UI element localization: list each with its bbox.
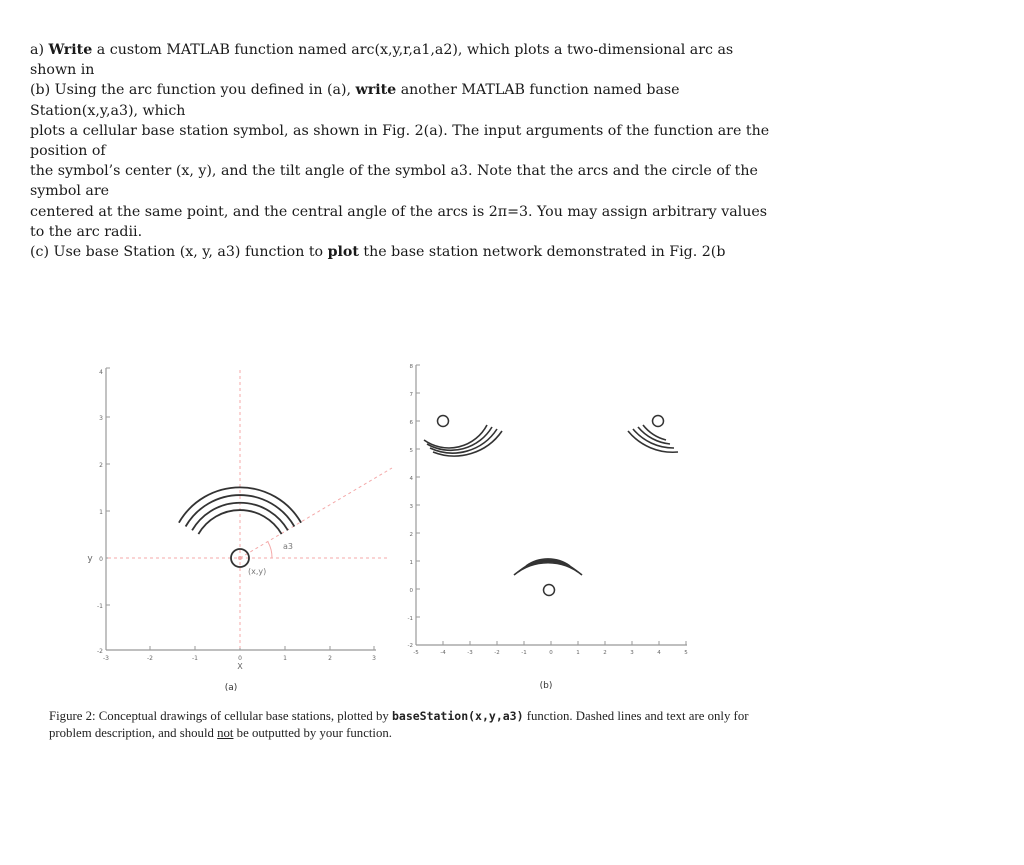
fig-b-xtick-1: 1 <box>576 650 580 656</box>
fig-b-station-2-circle <box>653 416 664 427</box>
fig-b-ytick-7: 7 <box>409 392 413 398</box>
fig-a-label: (a) <box>224 683 238 693</box>
fig-b-ytick-1: 1 <box>409 560 413 566</box>
fig-b-xtick-2: 2 <box>603 650 607 656</box>
fig-b-xtick-m1: -1 <box>521 650 527 656</box>
fig-b-ytick-m1: -1 <box>407 616 413 622</box>
figure-b-axes <box>416 365 687 645</box>
part-b-line-3: centered at the same point, and the central angle of the arcs is 2π=3. You may assign arbitrary values to the arc radii. <box>30 203 768 240</box>
fig-a-ytick-3: 3 <box>99 415 103 422</box>
part-a: a) Write a custom MATLAB function named arc(x,y,r,a1,a2), which plots a two-dimensional arc as shown in <box>30 42 734 79</box>
fig-b-xtick-m4: -4 <box>440 650 446 656</box>
fig-b-ytick-3: 3 <box>409 504 413 510</box>
fig-a-ytick-2: 2 <box>99 462 103 469</box>
fig-b-ytick-6: 6 <box>409 420 413 426</box>
fig-b-xtick-m3: -3 <box>467 650 473 656</box>
fig-b-ytick-2: 2 <box>409 532 413 538</box>
fig-b-ytick-m2: -2 <box>407 643 413 649</box>
fig-a-ytick-1: 1 <box>99 509 103 516</box>
fig-a-y-label: y <box>87 554 93 564</box>
fig-b-xtick-0: 0 <box>549 650 553 656</box>
fig-a-xtick-0: 0 <box>238 655 242 662</box>
fig-b-xtick-5: 5 <box>684 650 688 656</box>
figure-a-axes <box>106 368 376 650</box>
fig-b-station-2-arcs <box>628 425 678 452</box>
part-b-line-2: the symbol’s center (x, y), and the tilt angle of the symbol a3. Note that the arcs and the circle of the symbol are <box>30 163 758 200</box>
fig-b-ytick-8: 8 <box>409 364 413 370</box>
fig-a-angle-label: a3 <box>283 542 293 551</box>
fig-b-xtick-3: 3 <box>630 650 634 656</box>
figure-caption: Figure 2: Conceptual drawings of cellular base stations, plotted by baseStation(x,y,a3) function. Dashed lines and text are only for problem description, and should not be outputted by your function. <box>49 709 749 740</box>
fig-a-ytick-m2: -2 <box>97 648 103 655</box>
fig-a-dashed-guides <box>108 370 392 648</box>
fig-a-point-label: (x,y) <box>248 567 267 576</box>
fig-a-xtick-2: 2 <box>328 655 332 662</box>
part-b-line-1: plots a cellular base station symbol, as shown in Fig. 2(a). The input arguments of the function are the position of <box>30 122 770 160</box>
fig-a-xtick-m2: -2 <box>147 655 153 662</box>
fig-b-ytick-5: 5 <box>409 448 413 454</box>
figure-b-ticks <box>416 365 686 645</box>
fig-b-xtick-m2: -2 <box>494 650 500 656</box>
part-b: (b) Using the arc function you defined in (a), write another MATLAB function named base Station(x,y,a3), which <box>30 82 680 119</box>
fig-b-xtick-m5: -5 <box>413 650 419 656</box>
part-c: (c) Use base Station (x, y, a3) function to plot the base station network demonstrated in Fig. 2(b <box>30 244 726 261</box>
fig-a-xtick-m1: -1 <box>192 655 198 662</box>
caption-code: baseStation(x,y,a3) <box>391 709 524 723</box>
fig-a-xtick-m3: -3 <box>103 655 109 662</box>
fig-b-ytick-4: 4 <box>409 476 413 482</box>
fig-b-station-1-arcs <box>424 425 502 456</box>
fig-b-ytick-0: 0 <box>409 588 413 594</box>
fig-b-station-1-circle <box>438 416 449 427</box>
fig-a-ytick-0: 0 <box>99 556 103 563</box>
fig-b-station-3-arcs <box>514 559 582 575</box>
fig-a-ytick-m1: -1 <box>97 603 103 610</box>
fig-a-angle-arc <box>268 542 272 558</box>
fig-b-station-3-circle <box>544 585 555 596</box>
fig-a-x-label: X <box>237 662 243 671</box>
fig-a-ytick-4: 4 <box>99 369 103 376</box>
fig-b-xtick-4: 4 <box>657 650 661 656</box>
fig-a-xtick-1: 1 <box>283 655 287 662</box>
fig-a-xtick-3: 3 <box>372 655 376 662</box>
fig-a-center-dot <box>238 556 242 560</box>
caption-not: not <box>217 725 234 740</box>
fig-b-label: (b) <box>539 681 553 691</box>
